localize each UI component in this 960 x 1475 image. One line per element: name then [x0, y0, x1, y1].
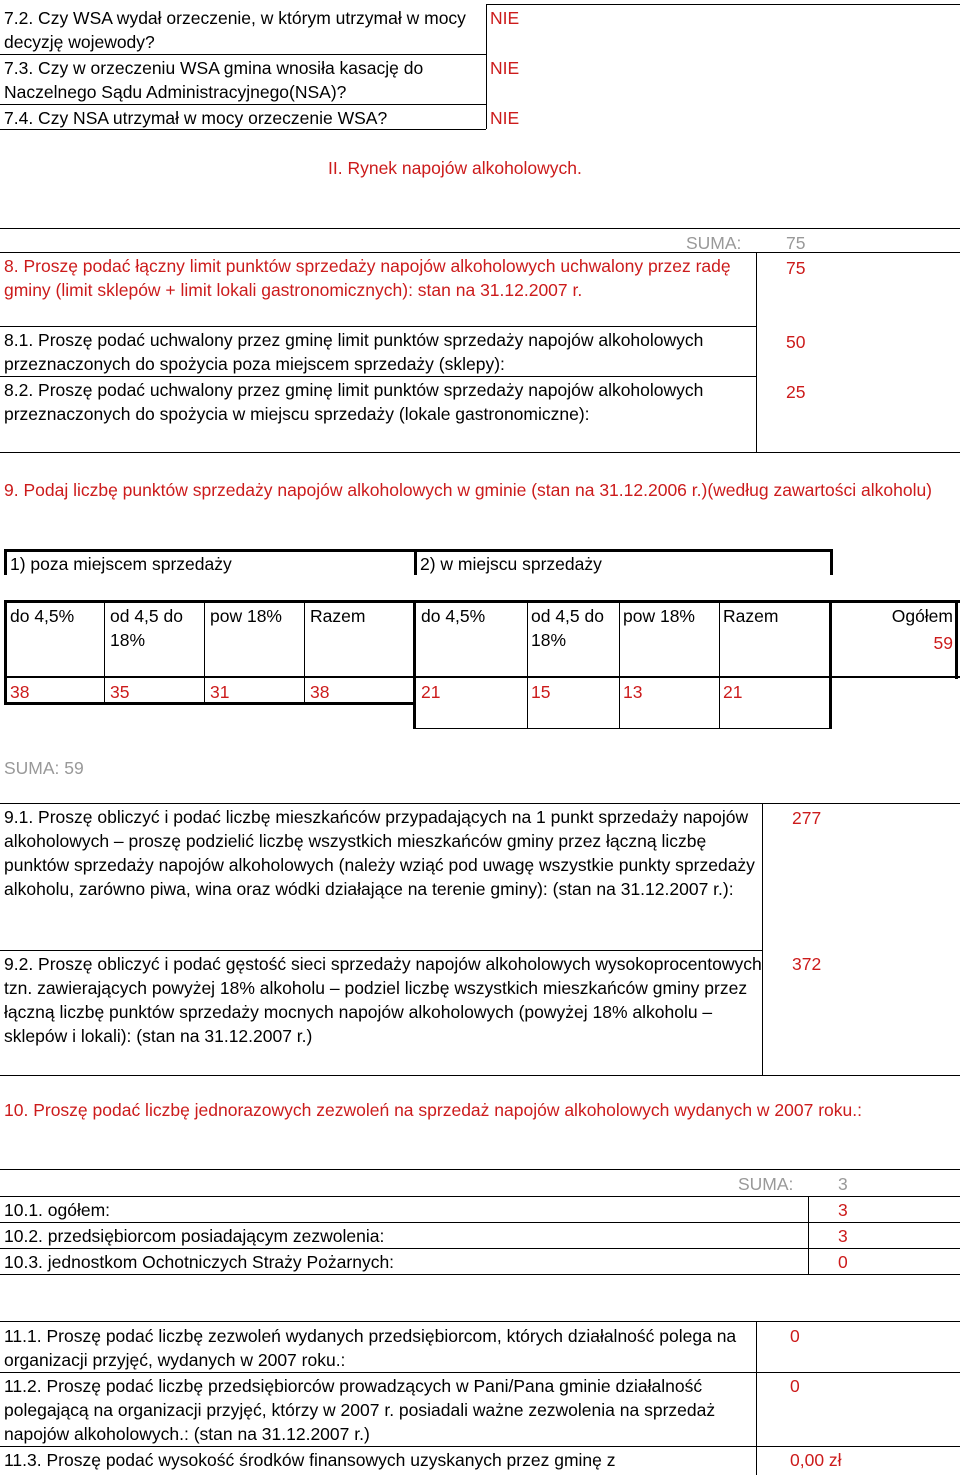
- group-on-premise: 2) w miejscu sprzedaży: [420, 554, 602, 574]
- rule: [756, 1321, 757, 1475]
- rule: [0, 54, 486, 55]
- question-10: 10. Proszę podać liczbę jednorazowych zezwoleń na sprzedaż napojów alkoholowych wydanych w 2007 roku.:: [4, 1100, 862, 1120]
- rule: [415, 728, 831, 729]
- rule: [0, 1321, 960, 1322]
- rule: [0, 104, 486, 105]
- value-11-1: 0: [790, 1326, 800, 1346]
- value-cell: 35: [110, 682, 130, 702]
- rule: [0, 452, 960, 453]
- group-off-premise: 1) poza miejscem sprzedaży: [10, 554, 232, 574]
- total-label: Ogółem: [891, 606, 953, 626]
- rule: [0, 228, 960, 229]
- question-8-2: 8.2. Proszę podać uchwalony przez gminę limit punktów sprzedaży napojów alkoholowych przeznaczonych do spożycia w miejscu sprzedaży (lokale gastronomiczne):: [4, 380, 704, 424]
- rule: [414, 549, 417, 575]
- question-8: 8. Proszę podać łączny limit punktów sprzedaży napojów alkoholowych uchwalony przez radę gminy (limit sklepów + limit lokali gastronomicznych): stan na 31.12.2007 r.: [4, 256, 731, 300]
- answer-7-2: NIE: [490, 8, 520, 28]
- rule: [413, 600, 416, 729]
- header-cell: pow 18%: [210, 606, 282, 626]
- rule: [0, 1169, 960, 1170]
- value-11-3: 0,00 zł: [790, 1450, 842, 1470]
- rule: [0, 326, 756, 327]
- rule: [0, 1222, 960, 1223]
- rule: [486, 4, 960, 5]
- question-9: 9. Podaj liczbę punktów sprzedaży napojów alkoholowych w gminie (stan na 31.12.2006 r.)(według zawartości alkoholu): [4, 480, 933, 500]
- rule: [829, 600, 832, 729]
- rule: [4, 600, 960, 603]
- rule: [0, 803, 960, 804]
- rule: [619, 600, 620, 729]
- rule: [0, 1372, 960, 1373]
- header-cell: od 4,5 do 18%: [531, 606, 604, 650]
- header-cell: Razem: [723, 606, 779, 626]
- rule: [0, 376, 756, 377]
- question-7-4: 7.4. Czy NSA utrzymał w mocy orzeczenie WSA?: [4, 108, 388, 128]
- question-7-3: 7.3. Czy w orzeczeniu WSA gmina wnosiła kasację do Naczelnego Sądu Administracyjnego(NSA)?: [4, 58, 424, 102]
- rule: [0, 1446, 960, 1447]
- header-cell: pow 18%: [623, 606, 695, 626]
- suma-label: SUMA:: [686, 233, 742, 253]
- rule: [762, 803, 763, 1075]
- value-cell: 15: [531, 682, 551, 702]
- rule: [719, 600, 720, 729]
- question-11-3: 11.3. Proszę podać wysokość środków finansowych uzyskanych przez gminę z: [4, 1450, 616, 1470]
- question-11-1: 11.1. Proszę podać liczbę zezwoleń wydanych przedsiębiorcom, których działalność polega na organizacji przyjęć, wydanych w 2007 roku.:: [4, 1326, 737, 1370]
- rule: [304, 600, 305, 704]
- value-8-1: 50: [786, 332, 806, 352]
- suma-label: SUMA:: [738, 1174, 794, 1194]
- question-9-1: 9.1. Proszę obliczyć i podać liczbę mieszkańców przypadających na 1 punkt sprzedaży napojów alkoholowych – proszę podzielić liczbę wszystkich mieszkańców gminy przez łączną liczbę punktów sprzedaży napojów alkoholowych (należy wziąć pod uwagę wszystkie punkty sprzedaży alkoholu, zarówno piwa, wina oraz wódki działające na terenie gminy): (stan na 31.12.2007 r.):: [4, 807, 755, 899]
- rule: [756, 252, 757, 452]
- row-10-2-value: 3: [838, 1226, 848, 1246]
- value-11-2: 0: [790, 1376, 800, 1396]
- rule: [486, 4, 487, 129]
- rule: [0, 252, 960, 253]
- header-cell: Razem: [310, 606, 366, 626]
- answer-7-3: NIE: [490, 58, 520, 78]
- rule: [0, 950, 762, 951]
- rule: [0, 1274, 960, 1275]
- answer-7-4: NIE: [490, 108, 520, 128]
- row-10-1-value: 3: [838, 1200, 848, 1220]
- header-cell: do 4,5%: [10, 606, 75, 626]
- rule: [0, 1196, 960, 1197]
- question-7-2: 7.2. Czy WSA wydał orzeczenie, w którym utrzymał w mocy decyzję wojewody?: [4, 8, 466, 52]
- rule: [808, 1196, 809, 1274]
- question-8-1: 8.1. Proszę podać uchwalony przez gminę limit punktów sprzedaży napojów alkoholowych przeznaczonych do spożycia poza miejscem sprzedaży (sklepy):: [4, 330, 704, 374]
- header-cell: od 4,5 do 18%: [110, 606, 183, 650]
- value-cell: 38: [310, 682, 330, 702]
- value-cell: 21: [421, 682, 441, 702]
- total-value: 59: [933, 633, 953, 653]
- suma-value: 3: [838, 1174, 848, 1194]
- section-title: II. Rynek napojów alkoholowych.: [328, 158, 582, 178]
- row-10-3-value: 0: [838, 1252, 848, 1272]
- rule: [204, 600, 205, 704]
- row-10-3-label: 10.3. jednostkom Ochotniczych Straży Pożarnych:: [4, 1252, 395, 1272]
- rule: [4, 676, 960, 678]
- rule: [955, 600, 958, 679]
- value-cell: 31: [210, 682, 230, 702]
- value-cell: 13: [623, 682, 643, 702]
- value-9-1: 277: [792, 808, 822, 828]
- suma-value: 75: [786, 233, 806, 253]
- rule: [0, 1248, 960, 1249]
- rule: [104, 600, 105, 704]
- question-11-2: 11.2. Proszę podać liczbę przedsiębiorców prowadzących w Pani/Pana gminie działalność polegającą na organizacji przyjęć, którzy w 2007 r. posiadali ważne zezwolenia na sprzedaż napojów alkoholowych.: (stan na 31.12.2007 r.): [4, 1376, 716, 1444]
- value-cell: 21: [723, 682, 743, 702]
- rule: [527, 600, 528, 729]
- value-9-2: 372: [792, 954, 822, 974]
- value-8-2: 25: [786, 382, 806, 402]
- question-9-2: 9.2. Proszę obliczyć i podać gęstość sieci sprzedaży napojów alkoholowych wysokoprocentowych tzn. zawierających powyżej 18% alkoholu – podziel liczbę wszystkich mieszkańców gminy przez łączną liczbę punktów sprzedaży mocnych napojów alkoholowych (powyżej 18% alkoholu – sklepów i lokali): (stan na 31.12.2007 r.): [4, 954, 762, 1046]
- rule: [4, 600, 7, 705]
- rule: [830, 549, 833, 575]
- row-10-1-label: 10.1. ogółem:: [4, 1200, 111, 1220]
- rule: [4, 549, 7, 575]
- header-cell: do 4,5%: [421, 606, 486, 626]
- value-8: 75: [786, 258, 806, 278]
- rule: [0, 1075, 960, 1076]
- row-10-2-label: 10.2. przedsiębiorcom posiadającym zezwolenia:: [4, 1226, 385, 1246]
- suma-9: SUMA: 59: [4, 758, 84, 778]
- value-cell: 38: [10, 682, 30, 702]
